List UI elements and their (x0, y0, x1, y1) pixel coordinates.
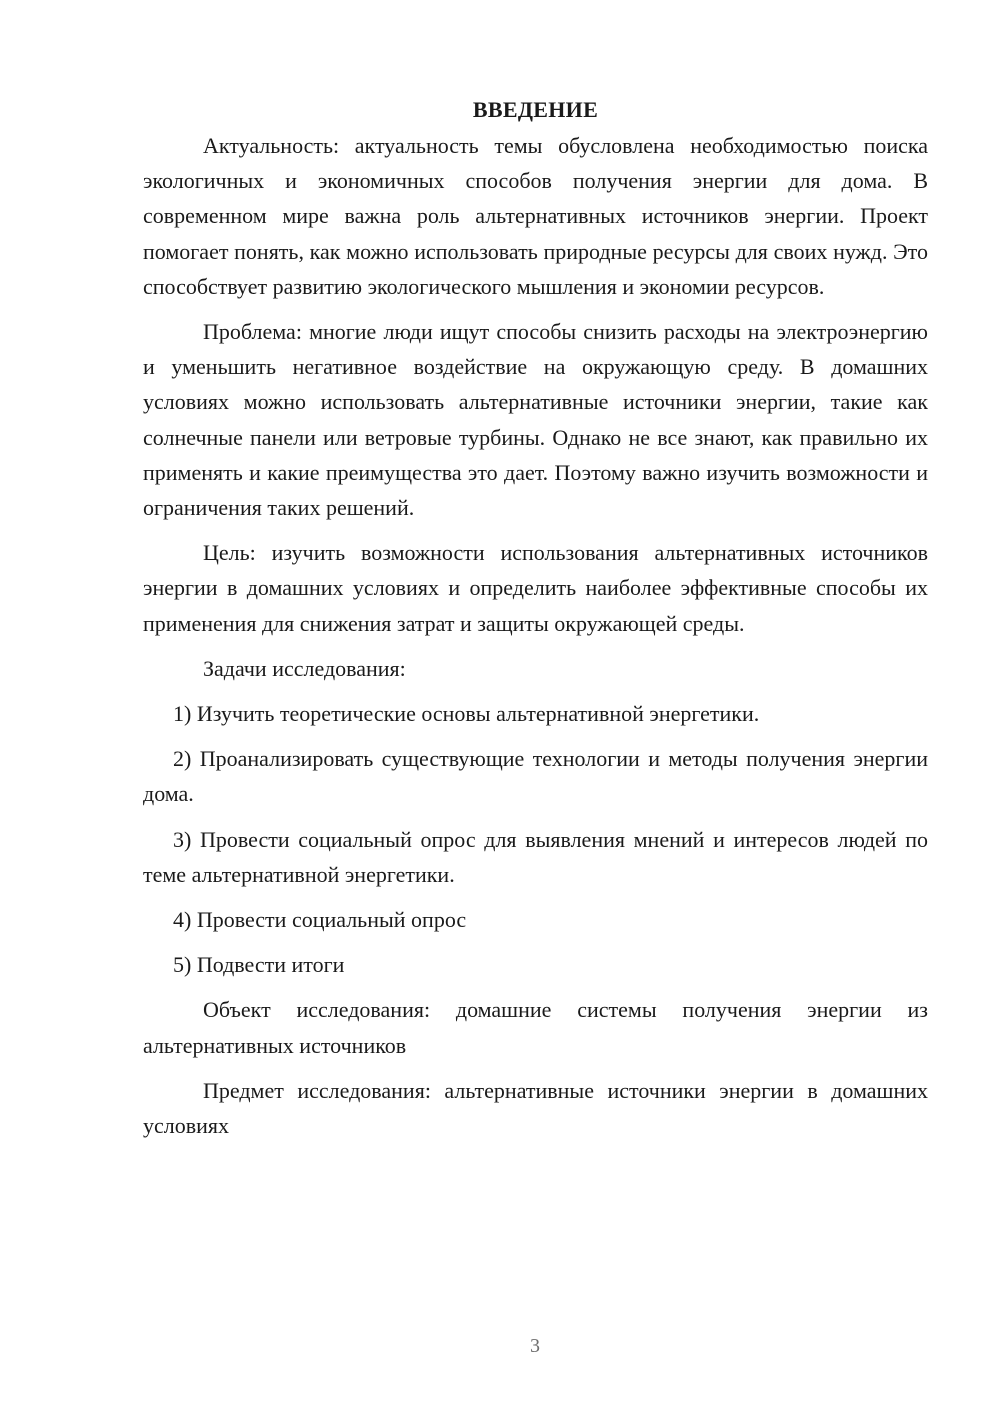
task-item-1: 1) Изучить теоретические основы альтернативной энергетики. (173, 701, 760, 727)
task-item-3: 3) Провести социальный опрос для выявления мнений и интересов людей по теме альтернативной энергетики. (143, 826, 928, 887)
section-heading: ВВЕДЕНИЕ (472, 97, 599, 122)
task-item-4: 4) Провести социальный опрос (173, 907, 467, 933)
research-object-paragraph: Объект исследования: домашние системы получения энергии из альтернативных источников (143, 997, 928, 1058)
page-content (143, 92, 928, 1153)
page-number: 3 (530, 1335, 540, 1357)
goal-paragraph: Цель: изучить возможности использования альтернативных источников энергии в домашних условиях и определить наиболее эффективные способы их применения для снижения затрат и защиты окружающей среды. (143, 540, 928, 636)
task-item-5: 5) Подвести итоги (173, 952, 345, 978)
tasks-title: Задачи исследования: (203, 655, 406, 681)
task-item-2: 2) Проанализировать существующие технологии и методы получения энергии дома. (143, 746, 928, 807)
relevance-paragraph: Актуальность: актуальность темы обусловлена необходимостью поиска экологичных и экономичных способов получения энергии для дома. В современном мире важна роль альтернативных источников энергии. Проект помогает понять, как можно использовать природные ресурсы для своих нужд. Это способствует развитию экологического мышления и экономии ресурсов. (143, 133, 928, 299)
research-subject-paragraph: Предмет исследования: альтернативные источники энергии в домашних условиях (143, 1077, 928, 1139)
problem-paragraph: Проблема: многие люди ищут способы снизить расходы на электроэнергию и уменьшить негативное воздействие на окружающую среду. В домашних условиях можно использовать альтернативные источники энергии, такие как солнечные панели или ветровые турбины. Однако не все знают, как правильно их применять и какие преимущества это дает. Поэтому важно изучить возможности и ограничения таких решений. (143, 319, 928, 521)
